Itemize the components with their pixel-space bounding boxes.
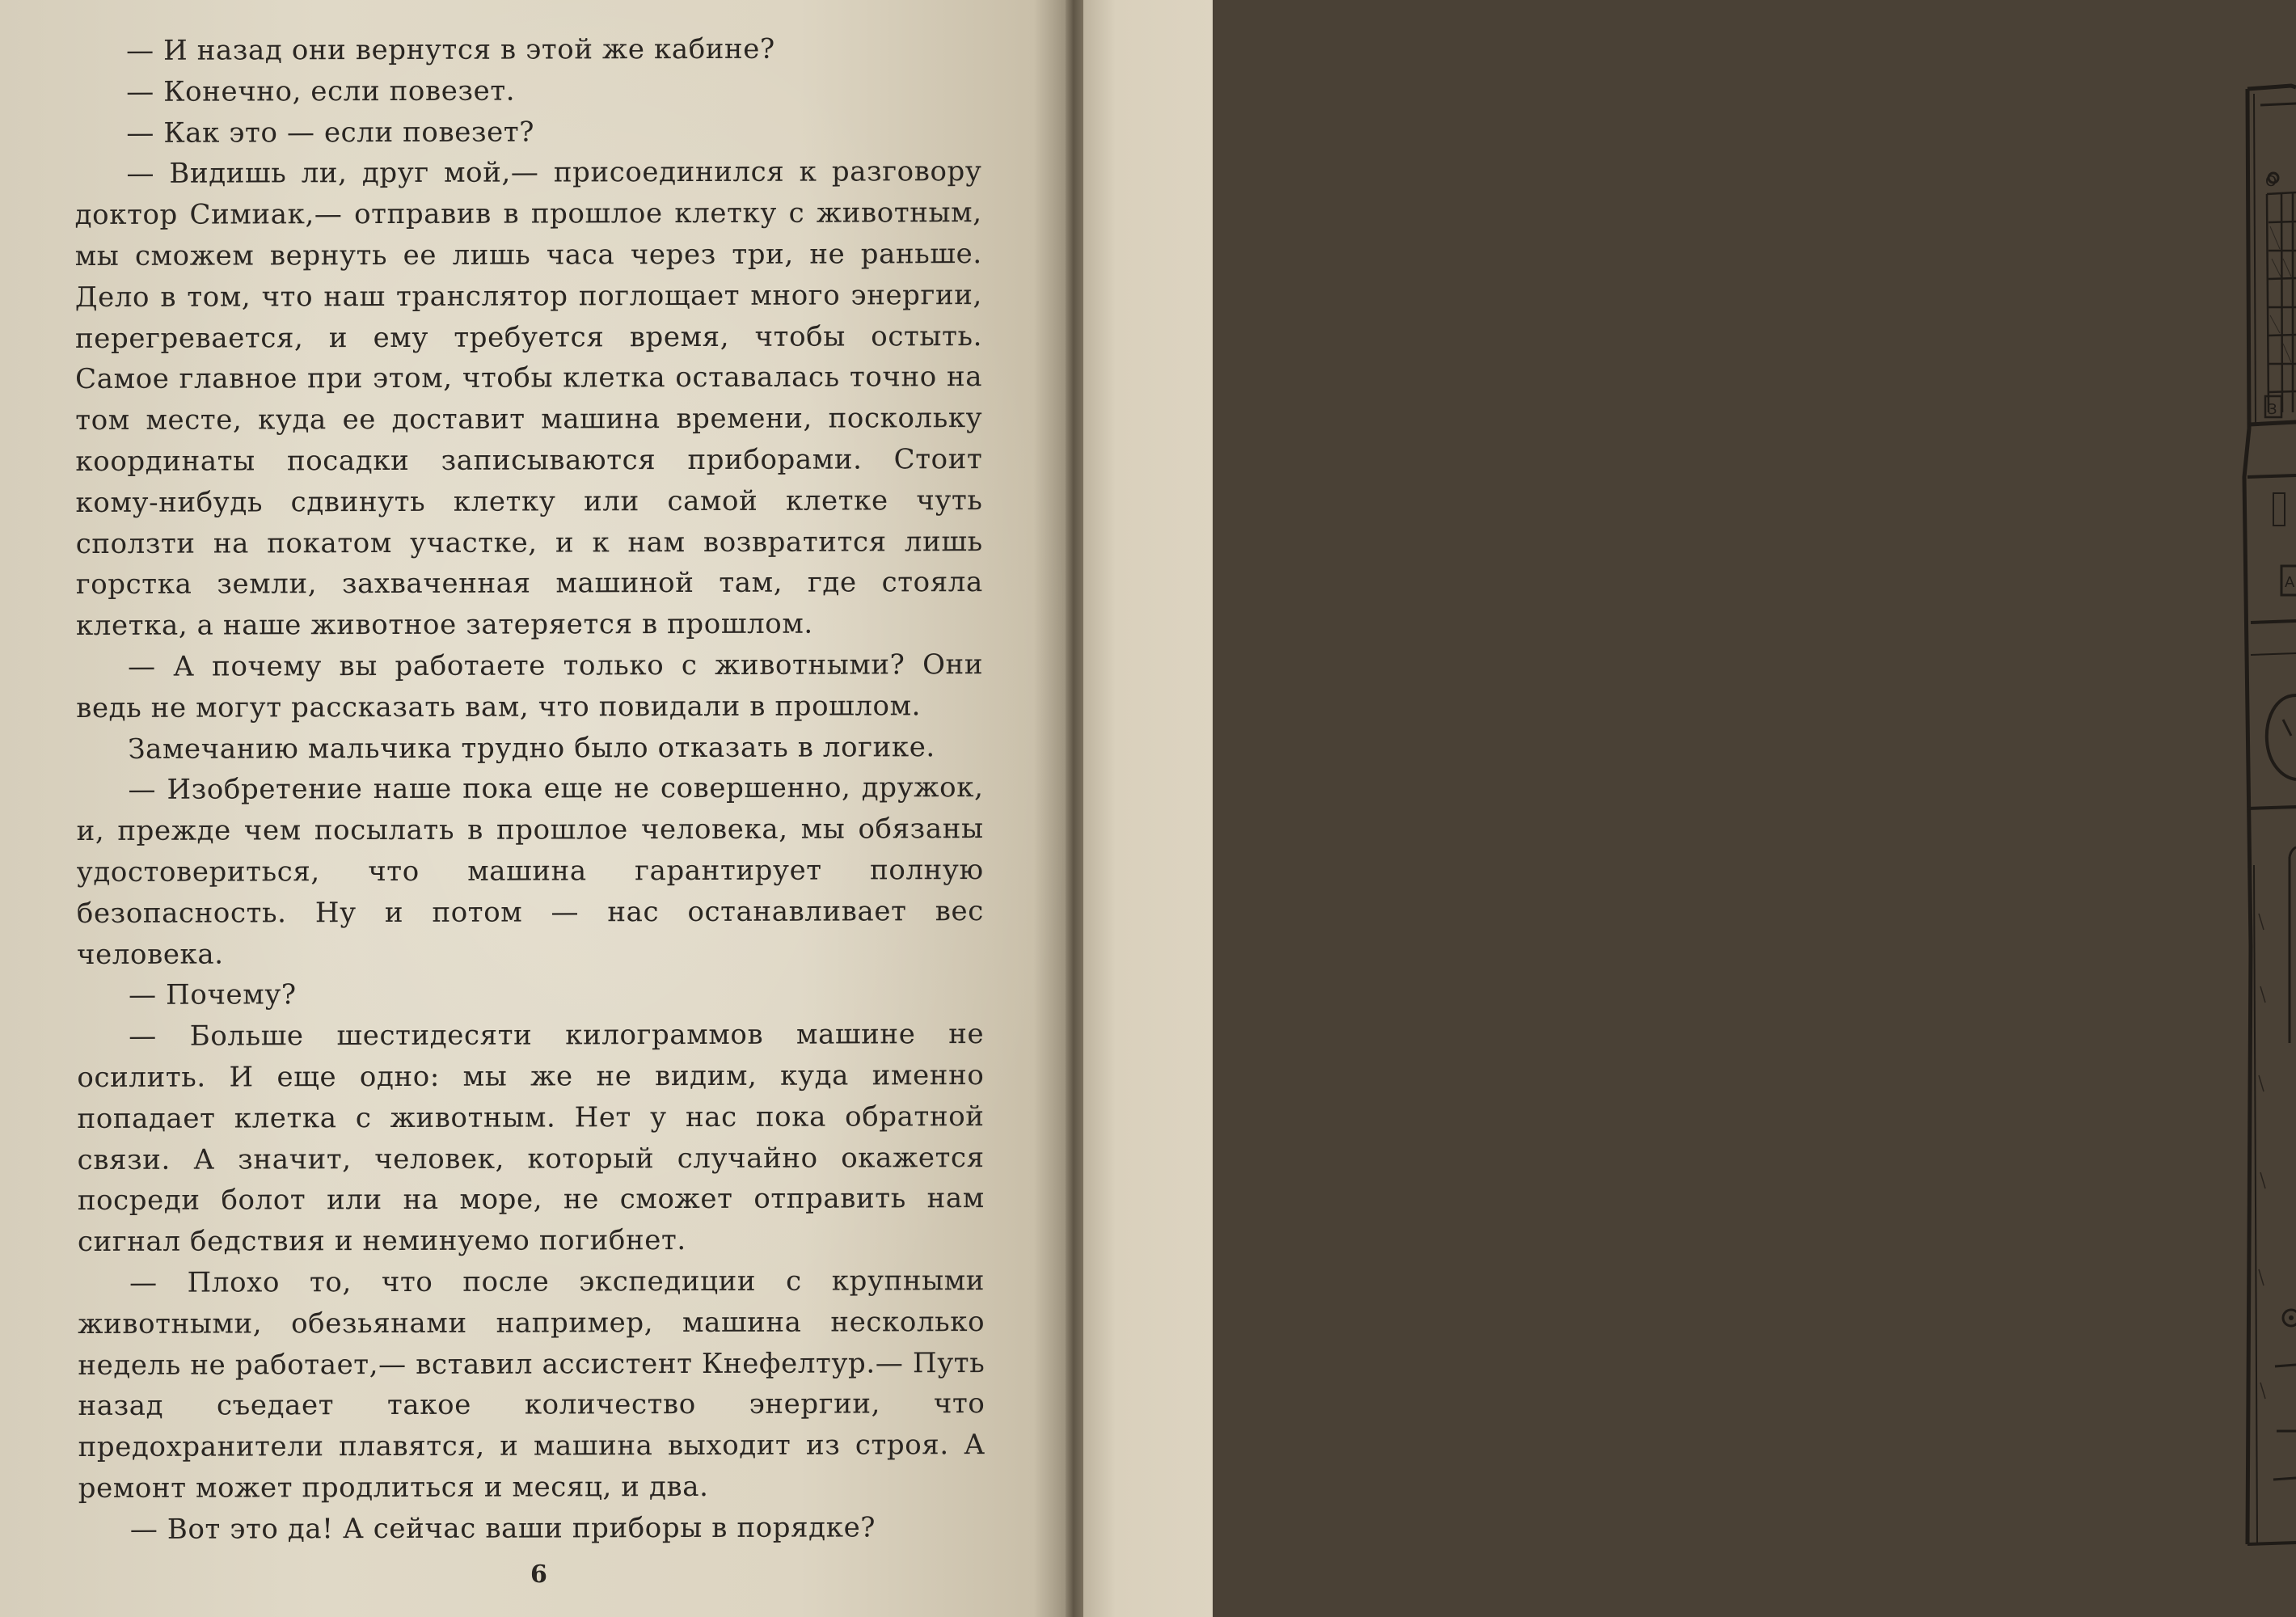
right-page	[1083, 0, 2295, 1617]
paragraph: — Изобретение наше пока еще не совершенно, дружок, и, прежде чем посылать в прошлое человека, мы обязаны удостовериться, что машина гарантирует полную безопасность. Ну и потом — нас останавливает вес человека.	[76, 771, 984, 971]
page-text	[74, 28, 986, 1550]
paragraph: — И назад они вернутся в этой же кабине?	[126, 32, 775, 67]
book-gutter	[1066, 0, 1083, 1617]
paragraph: — Вот это да! А сейчас ваши приборы в порядке?	[129, 1511, 876, 1546]
page-number: 6	[530, 1560, 547, 1589]
label-z: З	[2268, 401, 2277, 418]
paragraph: — Больше шестидесяти килограммов машине не осилить. И еще одно: мы же не видим, куда именно попадает клетка с животным. Нет у нас пока обратной связи. А значит, человек, который случайно окажется посреди болот или на море, не сможет отправить нам сигнал бедствия и неминуемо погибнет.	[77, 1018, 985, 1259]
paragraph: — А почему вы работаете только с животными? Они ведь не могут рассказать вам, что повидали в прошлом.	[76, 648, 984, 724]
paragraph: — Видишь ли, друг мой,— присоединился к разговору доктор Симиак,— отправив в прошлое клетку с животным, мы сможем вернуть ее лишь часа через три, не раньше. Дело в том, что наш транслятор поглощает много энергии, перегревается, и ему требуется время, чтобы остыть. Самое главное при этом, чтобы клетка оставалась точно на том месте, куда ее доставит машина времени, поскольку координаты посадки записываются приборами. Стоит кому-нибудь сдвинуть клетку или самой клетке чуть сползти на покатом участке, и к нам возвратится лишь горстка земли, захваченная машиной там, где стояла клетка, а наше животное затеряется в прошлом.	[74, 155, 983, 643]
left-page	[0, 0, 1066, 1617]
paragraph: — Конечно, если повезет.	[126, 74, 516, 108]
paragraph: Замечанию мальчика трудно было отказать в логике.	[128, 730, 935, 766]
paragraph: — Почему?	[129, 978, 297, 1012]
paragraph: — Плохо то, что после экспедиции с крупными животными, обезьянами например, машина несколько недель не работает,— вставил ассистент Кнефелтур.— Путь назад съедает такое количество энергии, что предохранители плавятся, и машина выходит из строя. А ремонт может продлиться и месяц, и два.	[78, 1264, 986, 1505]
label-a: А	[2285, 574, 2295, 591]
label-o: О	[2265, 173, 2277, 190]
paragraph: — Как это — если повезет?	[126, 116, 535, 150]
machine-illustration	[2170, 57, 2296, 1577]
